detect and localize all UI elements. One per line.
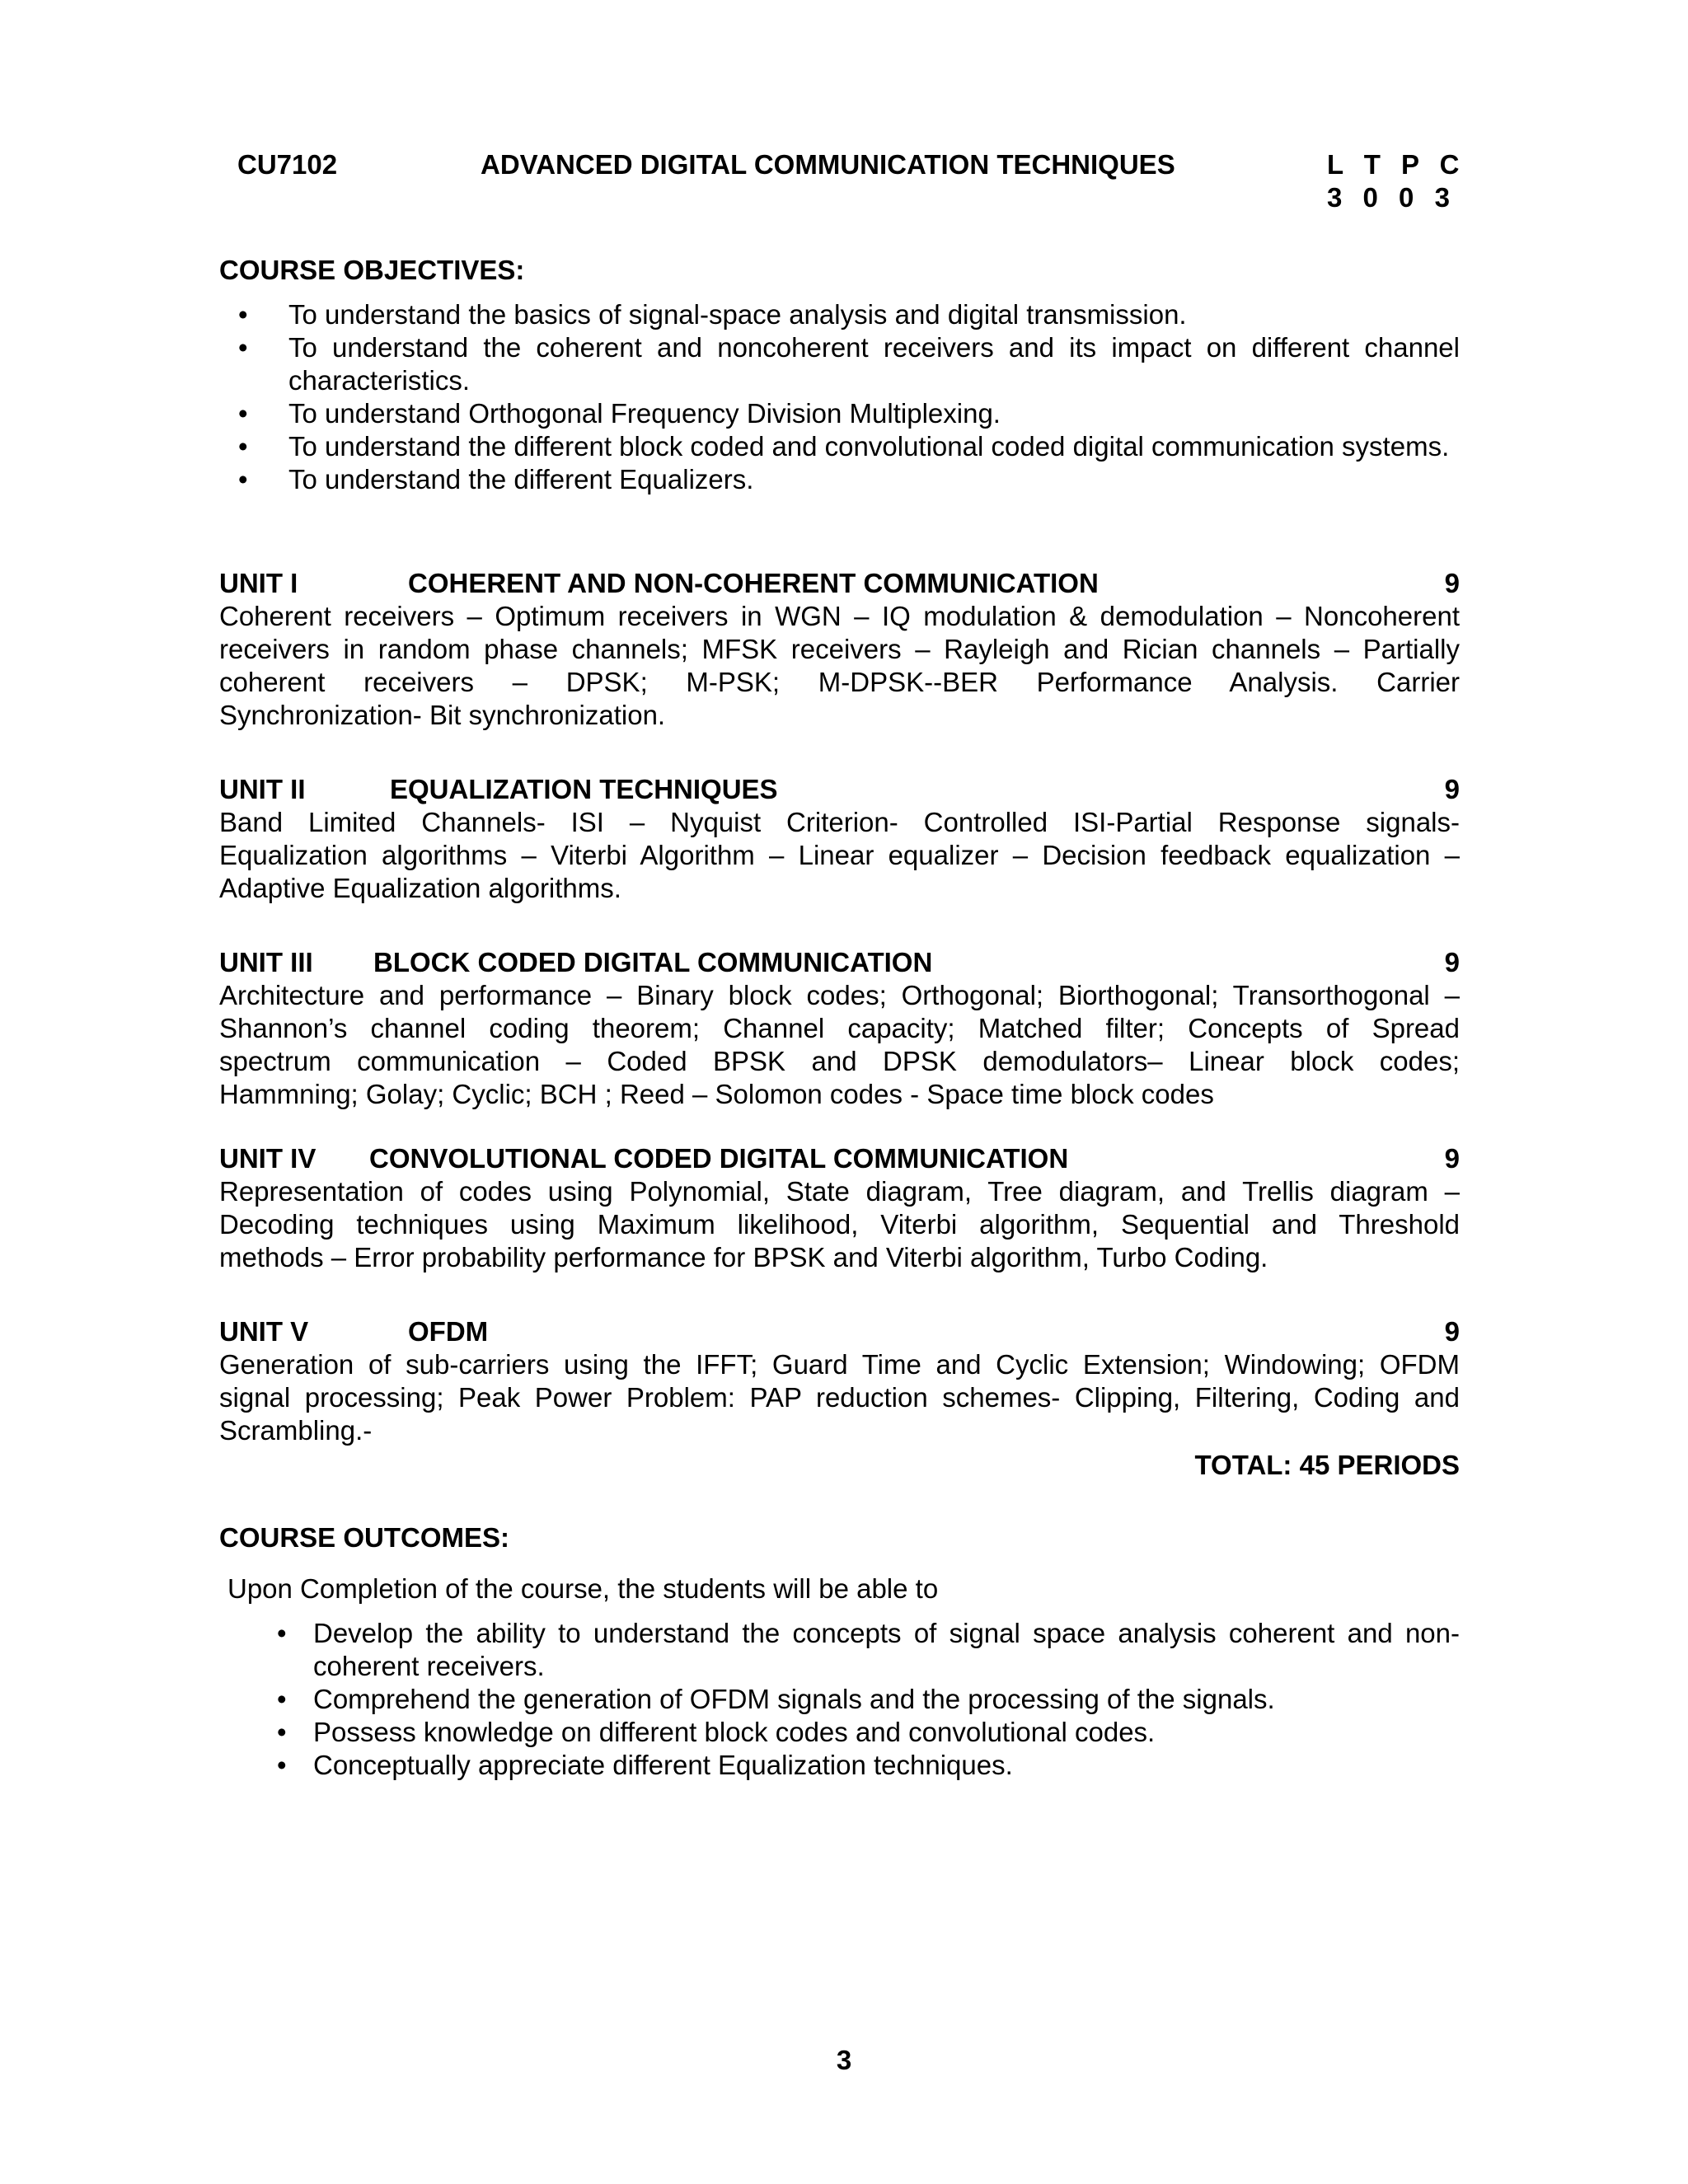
list-item: • Comprehend the generation of OFDM signals and the processing of the signals. xyxy=(277,1684,1275,1714)
unit-label: UNIT I xyxy=(219,568,298,598)
unit-label: UNIT II xyxy=(219,774,306,804)
bullet-icon: • xyxy=(238,464,248,494)
unit-description: Representation of codes using Polynomial, State diagram, Tree diagram, and Trellis diagram – Decoding techniques using Maximum likelihood, Viterbi algorithm, Sequential and Threshold methods – Error probability performance for BPSK and Viterbi algorithm, Turbo Coding. xyxy=(219,1176,1460,1272)
list-item: • To understand the coherent and noncoherent receivers and its impact on different channel characteristics. xyxy=(238,332,1460,396)
bullet-icon: • xyxy=(277,1618,287,1648)
bullet-icon: • xyxy=(238,431,248,462)
unit-label: UNIT III xyxy=(219,947,313,977)
unit-label: UNIT V xyxy=(219,1316,309,1347)
ltpc-label: L T P C xyxy=(1327,149,1466,180)
unit-label: UNIT IV xyxy=(219,1143,316,1174)
unit-title: CONVOLUTIONAL CODED DIGITAL COMMUNICATION xyxy=(369,1143,1069,1174)
page-number: 3 xyxy=(836,2045,852,2075)
objectives-list xyxy=(219,298,1460,496)
unit-description: Generation of sub-carriers using the IFFT; Guard Time and Cyclic Extension; Windowing; OFDM signal processing; Peak Power Problem: PAP reduction schemes- Clipping, Filtering, Coding and Scrambling.- xyxy=(219,1349,1460,1446)
unit-title: OFDM xyxy=(408,1316,489,1347)
list-item: • To understand Orthogonal Frequency Division Multiplexing. xyxy=(238,398,1001,429)
list-item: • To understand the different Equalizers. xyxy=(238,464,754,494)
unit-heading xyxy=(219,567,1460,600)
outcomes-intro: Upon Completion of the course, the students will be able to xyxy=(227,1573,939,1604)
bullet-icon: • xyxy=(277,1750,287,1780)
unit-description: Architecture and performance – Binary block codes; Orthogonal; Biorthogonal; Transorthogonal – Shannon’s channel coding theorem; Channel capacity; Matched filter; Concepts of Spread spectrum communication – Coded BPSK and DPSK demodulators– Linear block codes; Hammning; Golay; Cyclic; BCH ; Reed – Solomon codes - Space time block codes xyxy=(219,980,1460,1109)
bullet-icon: • xyxy=(238,398,248,429)
outcomes-list xyxy=(269,1617,1460,1782)
bullet-icon: • xyxy=(277,1684,287,1714)
unit-heading xyxy=(219,773,1460,806)
list-item: • To understand the different block coded and convolutional coded digital communication systems. xyxy=(238,431,1450,462)
unit-hours: 9 xyxy=(1444,947,1460,977)
bullet-icon: • xyxy=(238,299,248,330)
unit-description: Band Limited Channels- ISI – Nyquist Criterion- Controlled ISI-Partial Response signals- Equalization algorithms – Viterbi Algorithm – Linear equalizer – Decision feedback equalization – Adaptive Equalization algorithms. xyxy=(219,807,1460,903)
unit-heading xyxy=(219,946,1460,979)
unit-title: COHERENT AND NON-COHERENT COMMUNICATION xyxy=(408,568,1099,598)
bullet-icon: • xyxy=(277,1717,287,1747)
list-item: • To understand the basics of signal-space analysis and digital transmission. xyxy=(238,299,1187,330)
ltpc-values: 3 0 0 3 xyxy=(1327,182,1456,213)
total-periods: TOTAL: 45 PERIODS xyxy=(1194,1450,1460,1480)
unit-heading xyxy=(219,1142,1460,1175)
outcomes-heading: COURSE OUTCOMES: xyxy=(219,1522,510,1553)
unit-hours: 9 xyxy=(1444,568,1460,598)
objectives-heading: COURSE OBJECTIVES: xyxy=(219,255,525,285)
bullet-icon: • xyxy=(238,332,248,363)
unit-hours: 9 xyxy=(1444,774,1460,804)
unit-description: Coherent receivers – Optimum receivers in WGN – IQ modulation & demodulation – Noncoherent receivers in random phase channels; MFSK receivers – Rayleigh and Rician channels – Partially coherent receivers – DPSK; M-PSK; M-DPSK--BER Performance Analysis. Carrier Synchronization- Bit synchronization. xyxy=(219,601,1460,730)
unit-title: BLOCK CODED DIGITAL COMMUNICATION xyxy=(373,947,933,977)
course-code: CU7102 xyxy=(237,149,338,180)
unit-heading xyxy=(219,1315,1460,1348)
course-title: ADVANCED DIGITAL COMMUNICATION TECHNIQUES xyxy=(481,149,1175,180)
list-item: • Develop the ability to understand the concepts of signal space analysis coherent and non-coherent receivers. xyxy=(277,1618,1460,1681)
list-item: • Conceptually appreciate different Equalization techniques. xyxy=(277,1750,1013,1780)
list-item: • Possess knowledge on different block codes and convolutional codes. xyxy=(277,1717,1156,1747)
unit-title: EQUALIZATION TECHNIQUES xyxy=(390,774,778,804)
unit-hours: 9 xyxy=(1444,1143,1460,1174)
unit-hours: 9 xyxy=(1444,1316,1460,1347)
